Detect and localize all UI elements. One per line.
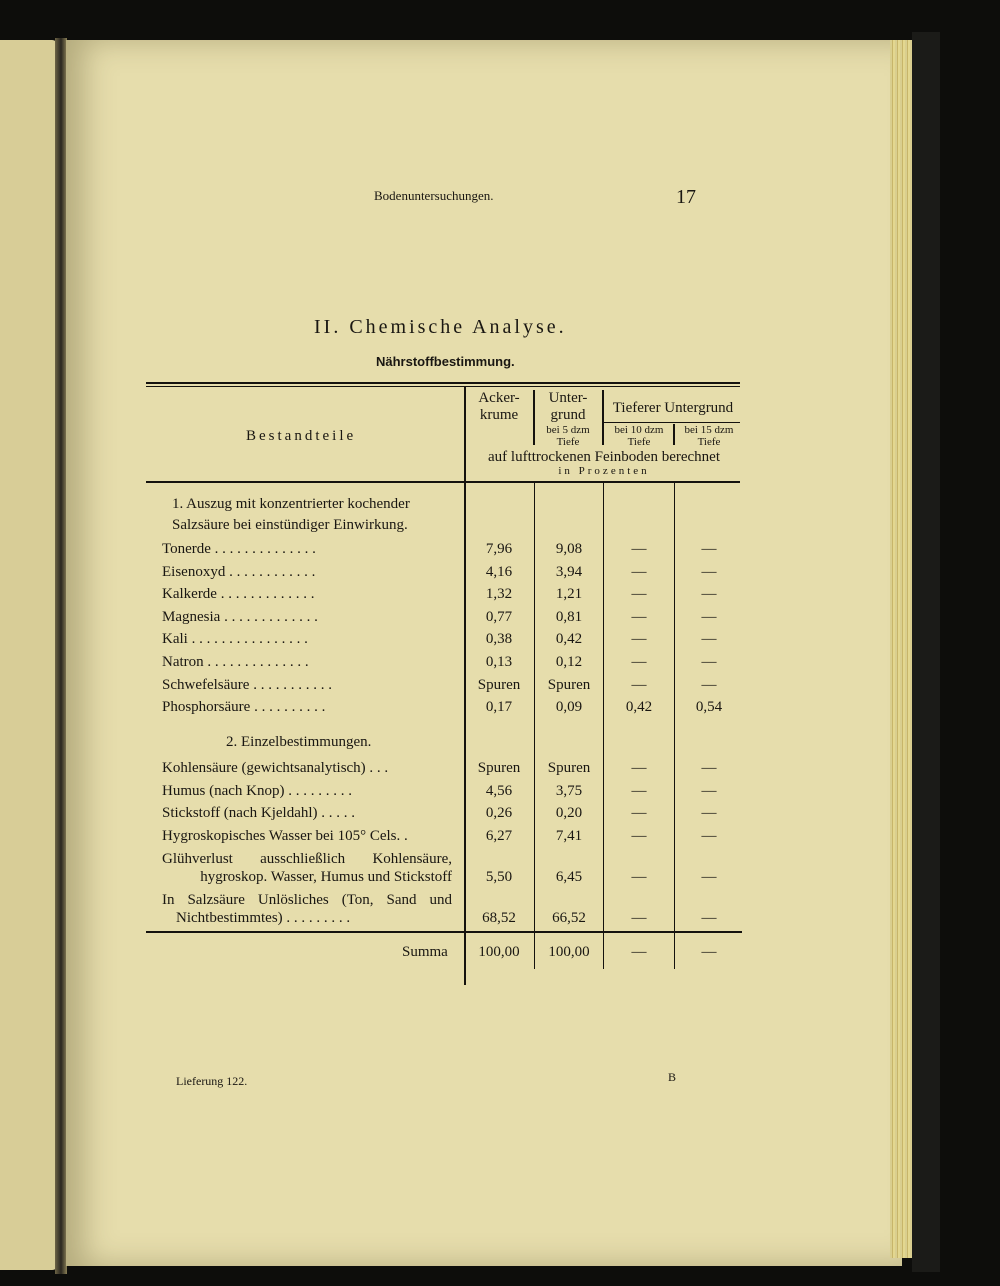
group1-row-label: Natron . . . . . . . . . . . . . . <box>162 654 309 670</box>
group1-row-v1: Spuren <box>477 676 521 693</box>
col-rule-4 <box>674 483 675 969</box>
group1-row-v4: — <box>701 608 717 625</box>
group1-row-v4: — <box>701 586 717 603</box>
unl-v3: — <box>631 910 647 926</box>
group2-row-v4: — <box>701 827 717 844</box>
group1-row-v2: 9,08 <box>555 541 583 557</box>
sum-v3: — <box>631 944 647 960</box>
group2-row-label: Stickstoff (nach Kjeldahl) . . . . . <box>162 805 356 821</box>
unl-line2: Nichtbestimmtes) . . . . . . . . . <box>176 910 351 926</box>
left-page-edge <box>0 40 58 1270</box>
group1-row-v2: Spuren <box>547 676 591 693</box>
group1-row-v2: 0,42 <box>555 631 583 648</box>
book-cover <box>912 32 940 1272</box>
col-ackerkrume-header: Acker- krume <box>478 390 520 423</box>
page-number: 17 <box>676 186 696 208</box>
unl-v1: 68,52 <box>482 910 516 926</box>
group2-row-v4: — <box>701 782 717 799</box>
group1-row-v1: 0,38 <box>485 631 513 648</box>
group1-row-label: Kalkerde . . . . . . . . . . . . . <box>162 586 315 603</box>
group2-row-v3: — <box>631 827 647 844</box>
group1-row-v1: 0,17 <box>485 699 513 716</box>
group1-row-label: Phosphorsäure . . . . . . . . . . <box>162 699 326 716</box>
page-edges <box>890 40 914 1258</box>
group1-row-v3: — <box>631 608 647 625</box>
header-rule <box>146 481 740 483</box>
group2-row-v1: 0,26 <box>485 805 513 821</box>
group1-row-v2: 1,21 <box>555 586 583 603</box>
sum-v4: — <box>701 944 717 960</box>
basis-header: auf lufttrockenen Feinboden berechnet <box>488 449 720 465</box>
group1-row-label: Eisenoxyd . . . . . . . . . . . . <box>162 563 316 580</box>
group2-row-v1: 6,27 <box>485 827 513 844</box>
group2-row-v2: Spuren <box>547 760 591 776</box>
group1-row-v3: — <box>631 654 647 670</box>
group2-title: 2. Einzelbestimmungen. <box>226 734 372 750</box>
col-rule-2 <box>534 483 535 969</box>
group1-row-v3: — <box>631 563 647 580</box>
group1-row-v2: 0,81 <box>555 608 583 625</box>
unl-v4: — <box>701 910 717 926</box>
glueh-v3: — <box>631 869 647 885</box>
group1-row-v2: 0,12 <box>555 654 583 670</box>
glueh-v1: 5,50 <box>485 869 513 885</box>
col-untergrund-subheader: bei 5 dzm Tiefe <box>546 424 590 448</box>
table-top-rule-2 <box>146 386 740 387</box>
group2-row-v3: — <box>631 805 647 821</box>
group2-row-v1: Spuren <box>477 760 521 776</box>
group2-row-label: Humus (nach Knop) . . . . . . . . . <box>162 782 352 799</box>
group1-row-v1: 7,96 <box>485 541 513 557</box>
group1-row-v1: 0,77 <box>485 608 513 625</box>
unl-v2: 66,52 <box>552 910 586 926</box>
unl-line1: In Salzsäure Unlösliches (Ton, Sand und <box>162 892 452 908</box>
group2-row-v2: 3,75 <box>555 782 583 799</box>
group1-row-v3: — <box>631 586 647 603</box>
group2-row-v4: — <box>701 760 717 776</box>
col-untergrund-header: Unter- grund <box>548 390 588 423</box>
group1-row-v3: 0,42 <box>625 699 653 716</box>
group1-row-v1: 0,13 <box>485 654 513 670</box>
group1-row-v4: — <box>701 541 717 557</box>
group1-row-v4: 0,54 <box>695 699 723 716</box>
group2-row-v2: 7,41 <box>555 827 583 844</box>
group1-row-v4: — <box>701 631 717 648</box>
glueh-line1: Glühverlust ausschließlich Kohlensäure, <box>162 851 452 867</box>
col-tieferer-10-header: bei 10 dzm Tiefe <box>614 424 664 448</box>
group2-row-v1: 4,56 <box>485 782 513 799</box>
group2-row-v3: — <box>631 760 647 776</box>
group1-row-v4: — <box>701 676 717 693</box>
group1-row-v2: 0,09 <box>555 699 583 716</box>
sum-v1: 100,00 <box>478 944 520 960</box>
group2-row-v3: — <box>631 782 647 799</box>
footer-left: Lieferung 122. <box>176 1074 248 1088</box>
glueh-v2: 6,45 <box>555 869 583 885</box>
footer-right: B <box>668 1070 677 1084</box>
glueh-line2: hygroskop. Wasser, Humus und Stickstoff <box>200 869 452 885</box>
group1-row-v1: 4,16 <box>485 563 513 580</box>
group2-row-label: Kohlensäure (gewichtsanalytisch) . . . <box>162 760 389 776</box>
group1-row-v4: — <box>701 654 717 670</box>
tieferer-rule <box>602 422 740 423</box>
group1-row-v4: — <box>701 563 717 580</box>
sum-rule <box>146 931 742 933</box>
group1-row-v3: — <box>631 631 647 648</box>
col-label-header: Bestandteile <box>246 428 357 444</box>
col-tieferer-15-header: bei 15 dzm Tiefe <box>684 424 734 448</box>
col-rule-3 <box>603 483 604 969</box>
running-title: Bodenuntersuchungen. <box>374 188 494 203</box>
glueh-v4: — <box>701 869 717 885</box>
group1-row-v3: — <box>631 676 647 693</box>
group1-row-v3: — <box>631 541 647 557</box>
group1-row-label: Magnesia . . . . . . . . . . . . . <box>162 608 318 625</box>
group1-row-label: Schwefelsäure . . . . . . . . . . . <box>162 676 332 693</box>
group2-row-v2: 0,20 <box>555 805 583 821</box>
subtitle: Nährstoffbestimmung. <box>376 354 515 369</box>
group1-row-label: Kali . . . . . . . . . . . . . . . . <box>162 631 308 648</box>
section-title: II. Chemische Analyse. <box>314 316 567 338</box>
col-tieferer-header: Tieferer Untergrund <box>612 400 734 416</box>
group1-row-label: Tonerde . . . . . . . . . . . . . . <box>162 541 316 557</box>
basis-unit-header: in Prozenten <box>558 465 650 477</box>
table-top-rule <box>146 382 740 384</box>
group1-row-v1: 1,32 <box>485 586 513 603</box>
sum-label: Summa <box>402 944 448 960</box>
group1-title: 1. Auszug mit konzentrierter kochender Salzsäure bei einstündiger Einwirkung. <box>172 496 410 533</box>
sum-v2: 100,00 <box>548 944 590 960</box>
group2-row-v4: — <box>701 805 717 821</box>
group2-row-label: Hygroskopisches Wasser bei 105° Cels. . <box>162 827 408 844</box>
group1-row-v2: 3,94 <box>555 563 583 580</box>
